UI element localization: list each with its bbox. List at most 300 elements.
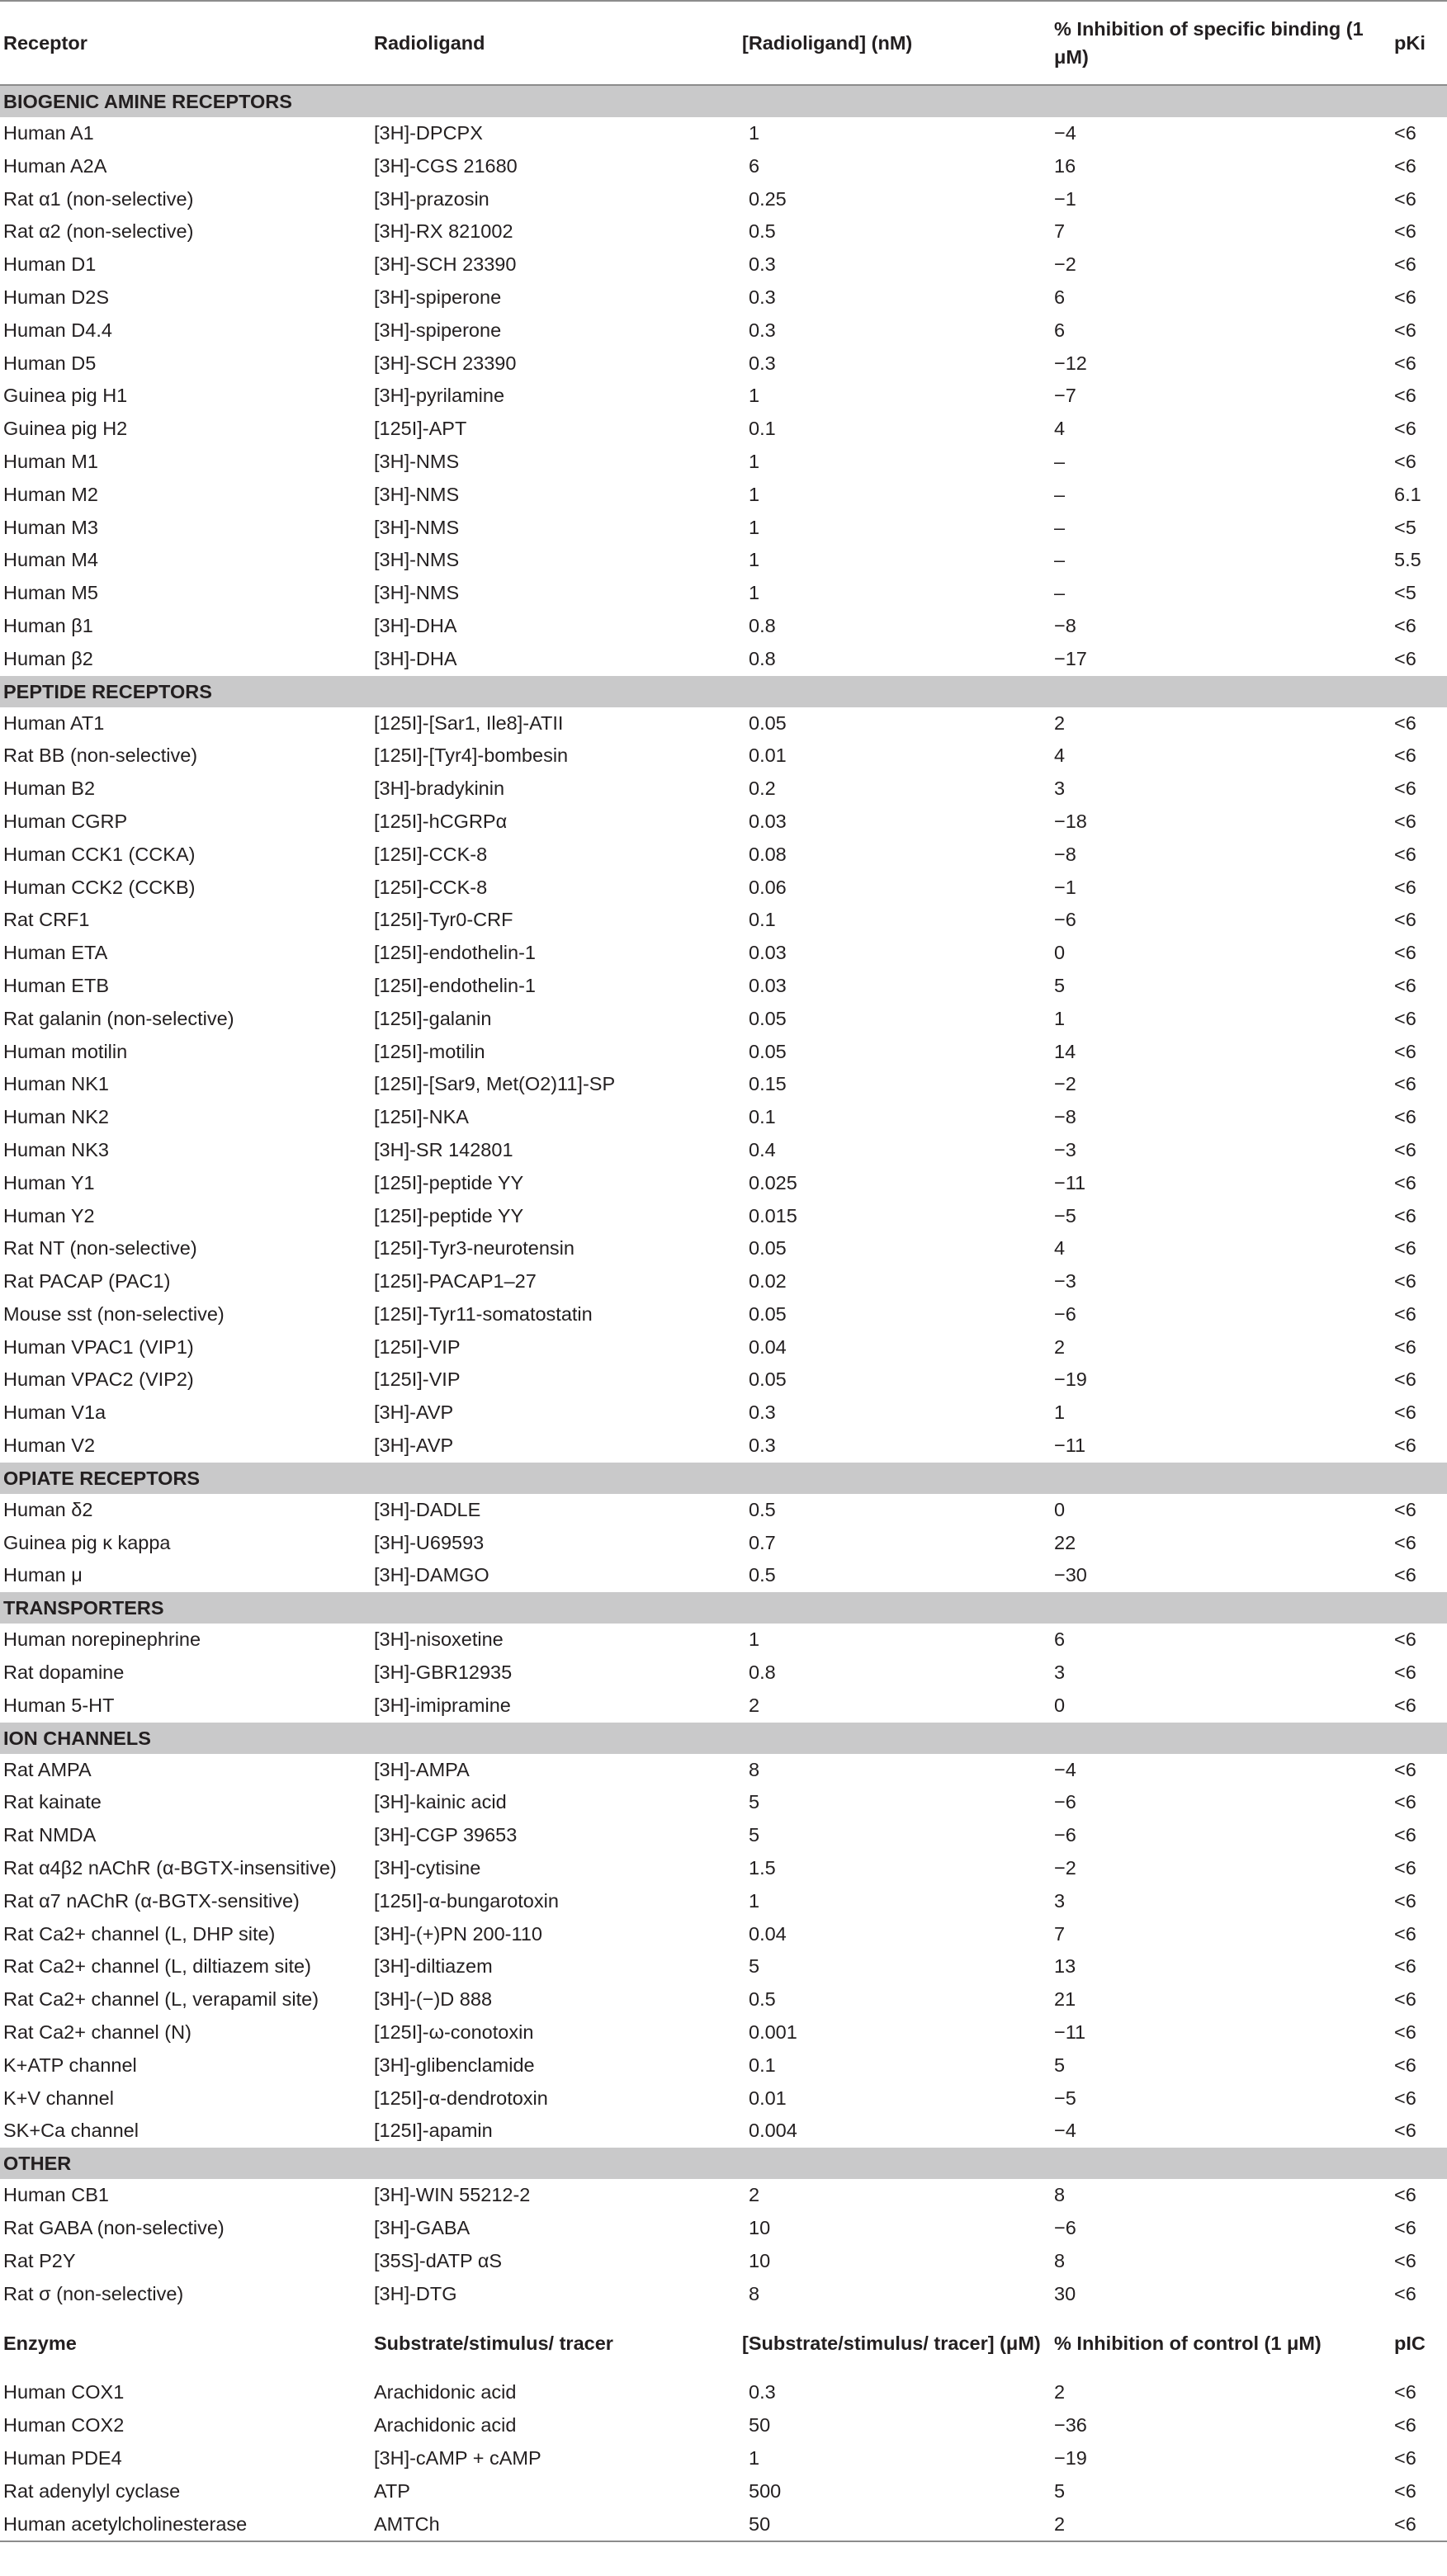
concentration-cell: 8 — [749, 1758, 760, 1780]
receptor-cell: Human M4 — [3, 549, 98, 571]
receptor-cell: Human A2A — [3, 154, 107, 177]
concentration-cell: 0.5 — [749, 1564, 776, 1586]
concentration-cell: 0.03 — [749, 810, 787, 832]
inhibition-cell: 3 — [1054, 1889, 1066, 1912]
table-row — [0, 1657, 1447, 1690]
radioligand-cell: [3H]-SCH 23390 — [374, 253, 517, 276]
radioligand-cell: [125I]-apamin — [374, 2120, 493, 2142]
receptor-cell: Rat NT (non-selective) — [3, 1237, 197, 1260]
radioligand-cell: [125I]-Tyr0-CRF — [374, 909, 513, 931]
pk-cell: <6 — [1394, 1302, 1416, 1325]
pk-cell: <6 — [1394, 1694, 1416, 1716]
concentration-cell: 0.3 — [749, 352, 776, 374]
radioligand-cell: [3H]-DHA — [374, 647, 457, 669]
inhibition-cell: – — [1054, 483, 1066, 505]
inhibition-cell: −36 — [1054, 2414, 1087, 2437]
inhibition-cell: 6 — [1054, 319, 1066, 341]
radioligand-cell: [3H]-DAMGO — [374, 1564, 489, 1586]
pk-cell: <6 — [1394, 319, 1416, 341]
concentration-cell: 0.015 — [749, 1204, 797, 1227]
radioligand-cell: [3H]-spiperone — [374, 286, 502, 308]
concentration-cell: 2 — [749, 2184, 760, 2206]
concentration-cell: 1 — [749, 516, 760, 538]
section-title: ION CHANNELS — [0, 1723, 1447, 1754]
pk-cell: <6 — [1394, 2021, 1416, 2044]
concentration-cell: 0.1 — [749, 418, 776, 440]
enzyme-header-enzyme: Enzyme — [3, 2333, 77, 2355]
inhibition-cell: 4 — [1054, 1237, 1066, 1260]
inhibition-cell: −6 — [1054, 1824, 1076, 1846]
receptor-cell: Rat Ca2+ channel (L, diltiazem site) — [3, 1955, 311, 1978]
table-row — [0, 1265, 1447, 1298]
radioligand-cell: [3H]-cAMP + cAMP — [374, 2447, 541, 2469]
receptor-cell: Rat NMDA — [3, 1824, 97, 1846]
pk-cell: <6 — [1394, 1171, 1416, 1193]
pk-cell: <6 — [1394, 1564, 1416, 1586]
inhibition-cell: 5 — [1054, 974, 1066, 996]
table-row — [0, 117, 1447, 150]
table-row — [0, 2082, 1447, 2115]
section-title: OPIATE RECEPTORS — [0, 1463, 1447, 1494]
inhibition-cell: 2 — [1054, 2381, 1066, 2403]
pk-cell: <6 — [1394, 1988, 1416, 2011]
receptor-cell: Human ETB — [3, 974, 109, 996]
table-row — [0, 1754, 1447, 1787]
table-row — [0, 1101, 1447, 1134]
concentration-cell: 0.2 — [749, 778, 776, 800]
pk-cell: <6 — [1394, 2120, 1416, 2142]
section-header-row — [0, 1463, 1447, 1494]
radioligand-cell: [125I]-peptide YY — [374, 1204, 524, 1227]
table-row — [0, 281, 1447, 314]
radioligand-cell: [3H]-GABA — [374, 2217, 471, 2239]
inhibition-cell: −2 — [1054, 1073, 1076, 1095]
concentration-cell: 50 — [749, 2414, 771, 2437]
header-receptor: Receptor — [3, 32, 87, 54]
table-header — [0, 1, 1447, 85]
table-row — [0, 248, 1447, 281]
section-header-row — [0, 85, 1447, 117]
pk-cell: <6 — [1394, 187, 1416, 210]
radioligand-cell: [3H]-imipramine — [374, 1694, 511, 1716]
receptor-cell: Human acetylcholinesterase — [0, 2508, 371, 2542]
table-row — [0, 1983, 1447, 2016]
radioligand-cell: [3H]-(−)D 888 — [374, 1988, 493, 2011]
inhibition-cell: 7 — [1054, 220, 1066, 243]
radioligand-cell: [3H]-CGS 21680 — [374, 154, 518, 177]
pk-cell: <6 — [1394, 1073, 1416, 1095]
inhibition-cell: 3 — [1054, 778, 1066, 800]
radioligand-cell: [3H]-WIN 55212-2 — [374, 2184, 531, 2206]
concentration-cell: 0.8 — [749, 614, 776, 636]
concentration-cell: 0.04 — [749, 1335, 787, 1358]
concentration-cell: 0.06 — [749, 876, 787, 898]
inhibition-cell: 4 — [1054, 744, 1066, 767]
receptor-cell: Rat α4β2 nAChR (α-BGTX-insensitive) — [3, 1857, 337, 1879]
table-row — [0, 2016, 1447, 2049]
enzyme-header-concentration: [Substrate/stimulus/ tracer] (μM) — [742, 2333, 1041, 2355]
receptor-cell: Human B2 — [3, 778, 96, 800]
inhibition-cell: −11 — [1054, 1435, 1086, 1457]
receptor-cell: Rat α1 (non-selective) — [3, 187, 194, 210]
concentration-cell: 0.1 — [749, 2054, 776, 2076]
inhibition-cell: 5 — [1054, 2054, 1066, 2076]
inhibition-cell: −19 — [1054, 1368, 1087, 1391]
receptor-cell: Rat Ca2+ channel (N) — [3, 2021, 192, 2044]
receptor-cell: Human NK1 — [3, 1073, 109, 1095]
inhibition-cell: 6 — [1054, 1628, 1066, 1651]
inhibition-cell: −4 — [1054, 1758, 1076, 1780]
table-row — [0, 2049, 1447, 2082]
concentration-cell: 0.001 — [749, 2021, 797, 2044]
concentration-cell: 0.1 — [749, 1106, 776, 1128]
table-row — [0, 512, 1447, 545]
header-radioligand: Radioligand — [374, 32, 485, 54]
table-row — [0, 937, 1447, 970]
concentration-cell: 5 — [749, 1955, 760, 1978]
radioligand-cell: [3H]-diltiazem — [374, 1955, 493, 1978]
pk-cell: <6 — [1394, 1498, 1416, 1520]
table-row — [0, 1786, 1447, 1819]
table-row — [0, 1494, 1447, 1527]
pk-cell: <6 — [1394, 2414, 1416, 2437]
inhibition-cell: −8 — [1054, 1106, 1076, 1128]
table-row — [0, 1331, 1447, 1364]
inhibition-cell: −2 — [1054, 253, 1076, 276]
concentration-cell: 0.025 — [749, 1171, 797, 1193]
radioligand-cell: [125I]-α-dendrotoxin — [374, 2087, 548, 2109]
enzyme-header-pic: pIC — [1394, 2333, 1426, 2355]
inhibition-cell: 0 — [1054, 1694, 1066, 1716]
pk-cell: <6 — [1394, 614, 1416, 636]
inhibition-cell: −5 — [1054, 1204, 1076, 1227]
receptor-cell: Human PDE4 — [3, 2447, 122, 2469]
concentration-cell: 0.3 — [749, 319, 776, 341]
concentration-cell: 5 — [749, 1824, 760, 1846]
receptor-cell: Rat Ca2+ channel (L, DHP site) — [3, 1922, 276, 1945]
pk-cell: <6 — [1394, 711, 1416, 734]
pk-cell: <6 — [1394, 1857, 1416, 1879]
inhibition-cell: −11 — [1054, 1171, 1086, 1193]
concentration-cell: 0.05 — [749, 1040, 787, 1062]
section-title: TRANSPORTERS — [0, 1592, 1447, 1624]
radioligand-cell: [125I]-PACAP1–27 — [374, 1270, 537, 1293]
pk-cell: <5 — [1394, 582, 1416, 604]
radioligand-cell: [3H]-spiperone — [374, 319, 502, 341]
section-header-row — [0, 1592, 1447, 1624]
radioligand-cell: Arachidonic acid — [374, 2381, 517, 2403]
inhibition-cell: −8 — [1054, 843, 1076, 865]
concentration-cell: 0.01 — [749, 2087, 787, 2109]
receptor-cell: Human CB1 — [3, 2184, 109, 2206]
inhibition-cell: 3 — [1054, 1661, 1066, 1684]
radioligand-cell: [125I]-peptide YY — [374, 1171, 524, 1193]
concentration-cell: 1 — [749, 1628, 760, 1651]
enzyme-row — [0, 2376, 1447, 2409]
pk-cell: <6 — [1394, 450, 1416, 472]
receptor-cell: Mouse sst (non-selective) — [3, 1302, 225, 1325]
pk-cell: <6 — [1394, 1628, 1416, 1651]
concentration-cell: 6 — [749, 154, 760, 177]
table-row — [0, 1200, 1447, 1233]
concentration-cell: 0.3 — [749, 2381, 776, 2403]
inhibition-cell: −6 — [1054, 909, 1076, 931]
concentration-cell: 0.05 — [749, 1007, 787, 1029]
receptor-cell: Rat galanin (non-selective) — [3, 1007, 234, 1029]
table-row — [0, 1298, 1447, 1331]
section-title: BIOGENIC AMINE RECEPTORS — [0, 85, 1447, 117]
inhibition-cell: −19 — [1054, 2447, 1087, 2469]
radioligand-cell: ATP — [374, 2479, 410, 2502]
concentration-cell: 0.3 — [749, 286, 776, 308]
inhibition-cell: −18 — [1054, 810, 1087, 832]
pk-cell: <6 — [1394, 1531, 1416, 1553]
pk-cell: <5 — [1394, 516, 1416, 538]
receptor-cell: Rat σ (non-selective) — [3, 2282, 184, 2304]
pk-cell: <6 — [1394, 352, 1416, 374]
receptor-cell: Human D2S — [3, 286, 109, 308]
pk-cell: <6 — [1394, 1661, 1416, 1684]
table-row — [0, 2245, 1447, 2278]
pk-cell: <6 — [1394, 1791, 1416, 1813]
table-row — [0, 740, 1447, 773]
pk-cell: <6 — [1394, 810, 1416, 832]
table-row — [0, 970, 1447, 1003]
enzyme-row — [0, 2475, 1447, 2508]
radioligand-cell: [125I]-α-bungarotoxin — [374, 1889, 559, 1912]
pk-cell: <6 — [1394, 1758, 1416, 1780]
table-row — [0, 1885, 1447, 1918]
radioligand-cell: [125I]-[Tyr4]-bombesin — [374, 744, 569, 767]
pk-cell: <6 — [1394, 909, 1416, 931]
pk-cell: 6.1 — [1394, 483, 1421, 505]
receptor-cell: Rat kainate — [3, 1791, 102, 1813]
receptor-cell: Human δ2 — [3, 1498, 93, 1520]
table-row — [0, 150, 1447, 183]
table-row — [0, 1430, 1447, 1463]
concentration-cell: 0.3 — [749, 1401, 776, 1424]
radioligand-cell: [125I]-APT — [374, 418, 467, 440]
receptor-cell: Human Y1 — [3, 1171, 95, 1193]
radioligand-cell: [3H]-kainic acid — [374, 1791, 507, 1813]
table-row — [0, 643, 1447, 676]
radioligand-cell: [3H]-(+)PN 200-110 — [374, 1922, 542, 1945]
receptor-cell: Rat adenylyl cyclase — [3, 2479, 181, 2502]
table-row — [0, 904, 1447, 937]
inhibition-cell: −30 — [1054, 1564, 1087, 1586]
concentration-cell: 0.03 — [749, 974, 787, 996]
table-row — [0, 413, 1447, 446]
receptor-cell: Human NK2 — [3, 1106, 109, 1128]
concentration-cell: 0.004 — [749, 2120, 797, 2142]
header-pk: pKi — [1394, 32, 1426, 54]
receptor-cell: Guinea pig κ kappa — [3, 1531, 171, 1553]
receptor-cell: Rat GABA (non-selective) — [3, 2217, 225, 2239]
table-row — [0, 544, 1447, 577]
receptor-cell: SK+Ca channel — [3, 2120, 139, 2142]
radioligand-cell: [3H]-RX 821002 — [374, 220, 513, 243]
pk-cell: 5.5 — [1394, 549, 1421, 571]
receptor-cell: K+ATP channel — [3, 2054, 137, 2076]
inhibition-cell: −6 — [1054, 2217, 1076, 2239]
enzyme-header-substrate: Substrate/stimulus/ tracer — [374, 2333, 613, 2355]
pk-cell: <6 — [1394, 1237, 1416, 1260]
concentration-cell: 0.5 — [749, 1498, 776, 1520]
receptor-cell: Human VPAC2 (VIP2) — [3, 1368, 194, 1391]
concentration-cell: 0.5 — [749, 1988, 776, 2011]
receptor-cell: Human AT1 — [3, 711, 105, 734]
inhibition-cell: 0 — [1054, 1498, 1066, 1520]
radioligand-cell: [3H]-U69593 — [374, 1531, 485, 1553]
inhibition-cell: 8 — [1054, 2184, 1066, 2206]
pk-cell: <6 — [1394, 778, 1416, 800]
inhibition-cell: 21 — [1054, 1988, 1076, 2011]
receptor-cell: Human μ — [3, 1564, 83, 1586]
radioligand-cell: [3H]-cytisine — [374, 1857, 481, 1879]
pk-cell: <6 — [1394, 942, 1416, 964]
inhibition-cell: −12 — [1054, 352, 1087, 374]
table-row — [0, 183, 1447, 216]
header-inhibition: % Inhibition of specific binding (1 μM) — [1054, 18, 1364, 68]
pk-cell: <6 — [1394, 418, 1416, 440]
receptor-cell: Rat CRF1 — [3, 909, 90, 931]
enzyme-header-inhibition: % Inhibition of control (1 μM) — [1054, 2333, 1322, 2355]
table-row — [0, 773, 1447, 806]
inhibition-cell: 1 — [1054, 1007, 1066, 1029]
radioligand-cell: [125I]-CCK-8 — [374, 843, 488, 865]
concentration-cell: 0.05 — [749, 711, 787, 734]
table-row — [0, 380, 1447, 413]
radioligand-cell: [3H]-glibenclamide — [374, 2054, 535, 2076]
table-row — [0, 314, 1447, 347]
receptor-cell: Rat PACAP (PAC1) — [3, 1270, 171, 1293]
table-row — [0, 347, 1447, 380]
pk-cell: <6 — [1394, 2282, 1416, 2304]
pk-cell: <6 — [1394, 1138, 1416, 1160]
inhibition-cell: 22 — [1054, 1531, 1076, 1553]
table-row — [0, 2179, 1447, 2212]
radioligand-cell: [3H]-DPCPX — [374, 122, 483, 144]
radioligand-cell: [3H]-SR 142801 — [374, 1138, 513, 1160]
radioligand-cell: [3H]-AVP — [374, 1435, 454, 1457]
radioligand-cell: [125I]-galanin — [374, 1007, 492, 1029]
inhibition-cell: – — [1054, 516, 1066, 538]
receptor-cell: Rat α2 (non-selective) — [3, 220, 194, 243]
concentration-cell: 500 — [749, 2479, 782, 2502]
receptor-cell: Human M2 — [3, 483, 98, 505]
pk-cell: <6 — [1394, 2184, 1416, 2206]
pk-cell: <6 — [1394, 1270, 1416, 1293]
table-row — [0, 1852, 1447, 1885]
receptor-cell: Human motilin — [3, 1040, 128, 1062]
pk-cell: <6 — [1394, 1435, 1416, 1457]
radioligand-cell: [3H]-NMS — [374, 483, 460, 505]
pk-cell: <6 — [1394, 2381, 1416, 2403]
inhibition-cell: −6 — [1054, 1302, 1076, 1325]
receptor-cell: Human β1 — [3, 614, 93, 636]
pk-cell: <6 — [1394, 1401, 1416, 1424]
section-header-row — [0, 1723, 1447, 1754]
inhibition-cell: −11 — [1054, 2021, 1086, 2044]
inhibition-cell: −3 — [1054, 1270, 1076, 1293]
table-body — [0, 85, 1447, 2541]
radioligand-cell: [3H]-prazosin — [374, 187, 489, 210]
inhibition-cell: 16 — [1054, 154, 1076, 177]
receptor-cell: Human M3 — [3, 516, 98, 538]
inhibition-cell: 4 — [1054, 418, 1066, 440]
concentration-cell: 1 — [749, 385, 760, 407]
pk-cell: <6 — [1394, 1007, 1416, 1029]
radioligand-cell: [3H]-AMPA — [374, 1758, 470, 1780]
inhibition-cell: −4 — [1054, 2120, 1076, 2142]
inhibition-cell: −8 — [1054, 614, 1076, 636]
concentration-cell: 0.4 — [749, 1138, 776, 1160]
inhibition-cell: −6 — [1054, 1791, 1076, 1813]
enzyme-row — [0, 2508, 1447, 2542]
pk-cell: <6 — [1394, 1955, 1416, 1978]
receptor-cell: Human COX1 — [3, 2381, 125, 2403]
receptor-cell: Human D4.4 — [3, 319, 112, 341]
table-row — [0, 839, 1447, 872]
table-row — [0, 1068, 1447, 1101]
enzyme-row — [0, 2409, 1447, 2442]
pk-cell: <6 — [1394, 843, 1416, 865]
receptor-cell: Human M1 — [3, 450, 98, 472]
radioligand-cell: AMTCh — [371, 2508, 739, 2542]
receptor-cell: Human COX2 — [3, 2414, 125, 2437]
concentration-cell: 0.5 — [749, 220, 776, 243]
receptor-cell: Rat α7 nAChR (α-BGTX-sensitive) — [3, 1889, 300, 1912]
inhibition-cell: 6 — [1054, 286, 1066, 308]
inhibition-cell: – — [1054, 549, 1066, 571]
pk-cell: <6 — [1394, 1889, 1416, 1912]
pk-cell: <6 — [1394, 1368, 1416, 1391]
receptor-cell: Human V2 — [3, 1435, 96, 1457]
radioligand-cell: [3H]-DTG — [374, 2282, 457, 2304]
concentration-cell: 1.5 — [749, 1857, 776, 1879]
inhibition-cell: 13 — [1054, 1955, 1076, 1978]
pk-cell: <6 — [1394, 2479, 1416, 2502]
receptor-cell: Human D5 — [3, 352, 97, 374]
inhibition-cell: 2 — [1054, 1335, 1066, 1358]
concentration-cell: 0.03 — [749, 942, 787, 964]
radioligand-cell: [125I]-CCK-8 — [374, 876, 488, 898]
table-row — [0, 1918, 1447, 1951]
concentration-cell: 0.02 — [749, 1270, 787, 1293]
concentration-cell: 1 — [749, 2447, 760, 2469]
pk-cell: <6 — [1394, 647, 1416, 669]
inhibition-cell: −2 — [1054, 1857, 1076, 1879]
table-row — [0, 2212, 1447, 2245]
table-row — [0, 1624, 1447, 1657]
radioligand-cell: [3H]-NMS — [374, 549, 460, 571]
concentration-cell: 10 — [749, 2249, 771, 2271]
concentration-cell: 1 — [749, 483, 760, 505]
concentration-cell: 0.25 — [749, 187, 787, 210]
radioligand-cell: [125I]-endothelin-1 — [374, 942, 536, 964]
table-row — [0, 1819, 1447, 1852]
inhibition-cell: −1 — [1054, 187, 1076, 210]
receptor-cell: K+V channel — [3, 2087, 114, 2109]
section-header-row — [0, 676, 1447, 707]
radioligand-cell: [3H]-DHA — [374, 614, 457, 636]
pk-cell: <6 — [1394, 122, 1416, 144]
receptor-cell: Human VPAC1 (VIP1) — [3, 1335, 194, 1358]
table-row — [0, 446, 1447, 479]
pk-cell: <6 — [1394, 1335, 1416, 1358]
radioligand-cell: [3H]-SCH 23390 — [374, 352, 517, 374]
radioligand-cell: [125I]-Tyr3-neurotensin — [374, 1237, 575, 1260]
